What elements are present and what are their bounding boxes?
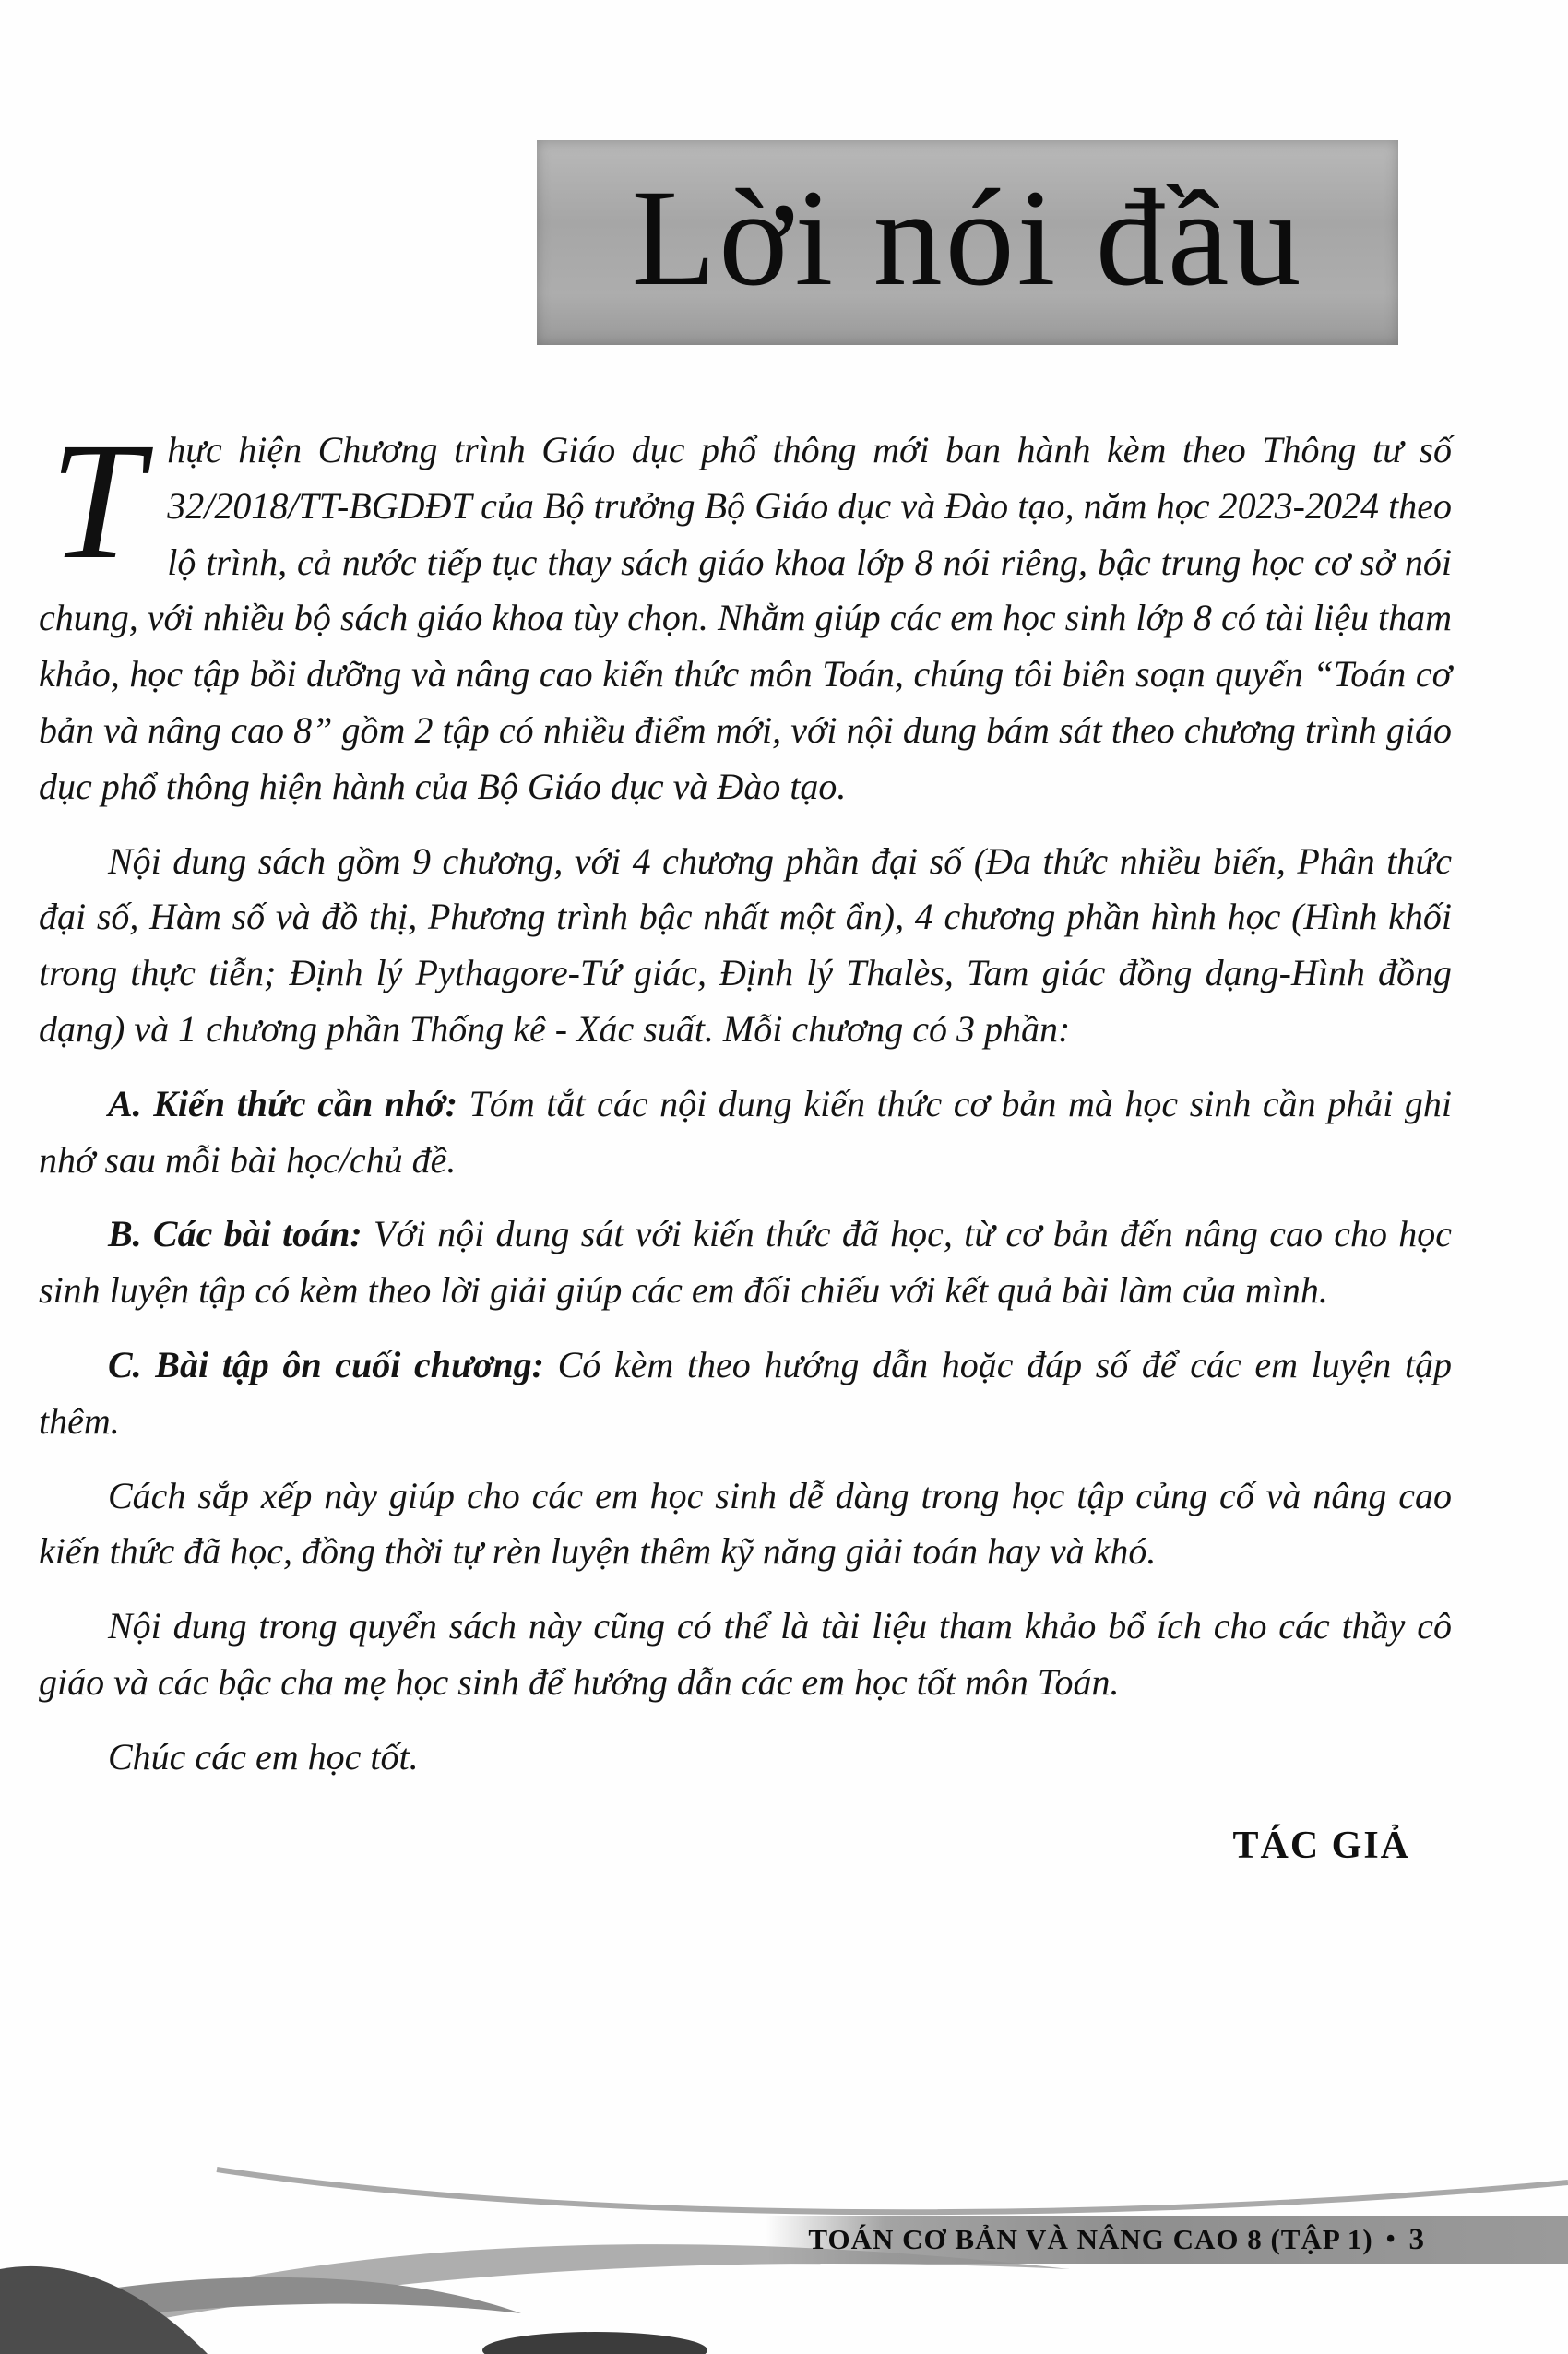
paragraph-section-a [39, 1076, 1452, 1189]
paragraph-arrangement: Cách sắp xếp này giúp cho các em học sinh dễ dàng trong học tập củng cố và nâng cao kiến thức đã học, đồng thời tự rèn luyện thêm kỹ năng giải toán hay và khó. [39, 1474, 1452, 1573]
preface-body [39, 409, 1453, 1875]
swoosh-dark-blob [482, 2332, 707, 2354]
author-signature: TÁC GIẢ [1232, 1824, 1410, 1867]
footer-bar [766, 2216, 1568, 2264]
section-b-text: Với nội dung sát với kiến thức đã học, từ cơ bản đến nâng cao cho học sinh luyện tập có kèm theo lời giải giúp các em đối chiếu với kết quả bài làm của mình. [39, 1213, 1452, 1312]
paragraph-audience: Nội dung trong quyển sách này cũng có thể là tài liệu tham khảo bổ ích cho các thầy cô giáo và các bậc cha mẹ học sinh để hướng dẫn các em học tốt môn Toán. [39, 1605, 1452, 1703]
footer-bullet: • [1385, 2225, 1396, 2253]
section-c-lead: C. Bài tập ôn cuối chương: [108, 1343, 544, 1385]
page-title-banner [537, 140, 1398, 345]
swoosh-thin-arc [217, 2170, 1568, 2212]
page-title: Lời nói đầu [631, 161, 1304, 315]
paragraph-contents: Nội dung sách gồm 9 chương, với 4 chương phần đại số (Đa thức nhiều biến, Phân thức đại số, Hàm số và đồ thị, Phương trình bậc nhất một ẩn), 4 chương phần hình học (Hình khối trong thực tiễn; Định lý Pythagore-Tứ giác, Định lý Thalès, Tam giác đồng dạng-Hình đồng dạng) và 1 chương phần Thống kê - Xác suất. Mỗi chương có 3 phần: [39, 839, 1452, 1050]
footer-page-number: 3 [1408, 2222, 1425, 2256]
paragraph-section-c [39, 1338, 1452, 1450]
section-a-lead: A. Kiến thức cần nhớ: [108, 1082, 458, 1124]
paragraph-section-b [39, 1207, 1452, 1319]
paragraph-intro-text: hực hiện Chương trình Giáo dục phổ thông mới ban hành kèm theo Thông tư số 32/2018/TT-BGDĐT của Bộ trưởng Bộ Giáo dục và Đào tạo, năm học 2023-2024 theo lộ trình, cả nước tiếp tục thay sách giáo khoa lớp 8 nói riêng, bậc trung học cơ sở nói chung, với nhiều bộ sách giáo khoa tùy chọn. Nhằm giúp các em học sinh lớp 8 có tài liệu tham khảo, học tập bồi dưỡng và nâng cao kiến thức môn Toán, chúng tôi biên soạn quyển “Toán cơ bản và nâng cao 8” gồm 2 tập có nhiều điểm mới, với nội dung bám sát theo chương trình giáo dục phổ thông hiện hành của Bộ Giáo dục và Đào tạo. [39, 429, 1452, 807]
footer-book-title: TOÁN CƠ BẢN VÀ NÂNG CAO 8 (TẬP 1) [808, 2223, 1373, 2255]
drop-cap: T [50, 409, 144, 594]
section-a-text: Tóm tắt các nội dung kiến thức cơ bản mà học sinh cần phải ghi nhớ sau mỗi bài học/chủ đề. [39, 1082, 1453, 1181]
paragraph-wish: Chúc các em học tốt. [108, 1735, 419, 1777]
section-b-lead: B. Các bài toán: [108, 1213, 362, 1255]
paragraph-intro [39, 409, 1452, 815]
section-c-text: Có kèm theo hướng dẫn hoặc đáp số để các em luyện tập thêm. [39, 1343, 1452, 1442]
